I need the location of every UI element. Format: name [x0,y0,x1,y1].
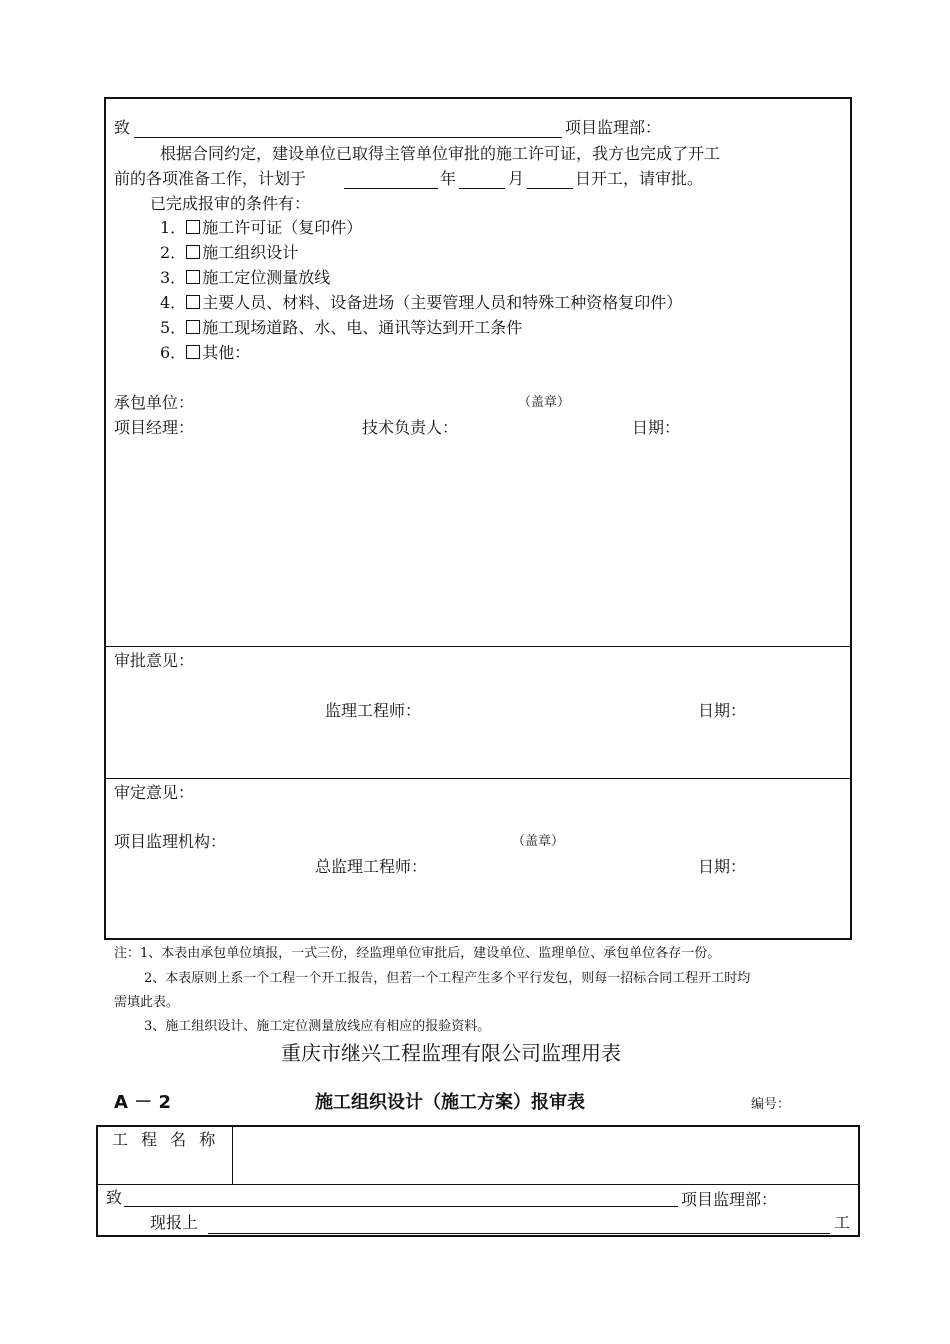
condition-text: 施工许可证（复印件） [202,218,363,237]
form1-to-underline[interactable] [134,137,562,138]
form2-name-divider [232,1126,233,1184]
form1-to-suffix: 项目监理部： [565,118,662,137]
form2-to-suffix: 项目监理部： [681,1190,778,1209]
form2-line2-underline[interactable] [208,1233,830,1234]
seal-label: （盖章） [518,395,571,410]
condition-item[interactable] [160,320,522,336]
condition-number: 3． [160,268,187,287]
form1-month-label: 月 [508,169,525,188]
note-2-continued: 需填此表。 [114,995,180,1010]
condition-item[interactable] [160,295,682,311]
checkbox-icon[interactable] [186,270,200,284]
seal-label: （盖章） [512,834,565,849]
condition-text: 施工组织设计 [202,243,299,262]
form2-to-prefix: 致 [106,1188,123,1207]
form1-year-underline[interactable] [344,188,438,189]
form2-number-label: 编号： [751,1097,791,1112]
date-label: 日期： [632,418,681,437]
condition-text: 其他： [202,343,251,362]
form1-day-underline[interactable] [527,188,573,189]
note-2: 2、本表原则上系一个工程一个开工报告，但若一个工程产生多个平行发包，则每一招标合同工程开工时均 [144,971,751,986]
condition-text: 施工现场道路、水、电、通讯等达到开工条件 [202,318,523,337]
condition-text: 主要人员、材料、设备进场（主要管理人员和特殊工种资格复印件） [202,293,683,312]
checkbox-icon[interactable] [186,295,200,309]
form2-row-divider [96,1184,860,1185]
supervision-agency-label: 项目监理机构： [114,832,227,851]
condition-item[interactable] [160,345,250,361]
form1-month-underline[interactable] [459,188,505,189]
condition-item[interactable] [160,270,330,286]
checkbox-icon[interactable] [186,220,200,234]
form1-body-line1: 根据合同约定，建设单位已取得主管单位审批的施工许可证，我方也完成了开工 [160,144,721,163]
condition-item[interactable] [160,220,362,236]
form1-body-line2-prefix: 前的各项准备工作，计划于 [114,169,307,188]
condition-number: 5． [160,318,187,337]
form1-conditions-heading: 已完成报审的条件有： [150,194,311,213]
condition-number: 6． [160,343,187,362]
form2-line2-prefix: 现报上 [150,1213,199,1232]
project-name-label: 工 程 名 称 [112,1130,220,1149]
condition-item[interactable] [160,245,298,261]
approval-date-label: 日期： [698,701,747,720]
form2-title: 施工组织设计（施工方案）报审表 [315,1092,585,1113]
company-heading: 重庆市继兴工程监理有限公司监理用表 [281,1041,621,1065]
form2-line2-suffix: 工 [834,1213,851,1232]
tech-lead-label: 技术负责人： [362,418,459,437]
project-manager-label: 项目经理： [114,418,195,437]
final-review-label: 审定意见： [114,783,195,802]
note-1: 注：1、本表由承包单位填报，一式三份，经监理单位审批后，建设单位、监理单位、承包单位各存一份。 [114,946,721,961]
checkbox-icon[interactable] [186,345,200,359]
form1-day-label: 日开工，请审批。 [575,169,704,188]
form1-divider-approval [104,646,852,647]
checkbox-icon[interactable] [186,320,200,334]
condition-number: 1． [160,218,187,237]
condition-text: 施工定位测量放线 [202,268,331,287]
checkbox-icon[interactable] [186,245,200,259]
form2-to-underline[interactable] [124,1206,678,1207]
contractor-label: 承包单位： [114,393,195,412]
supervisor-label: 监理工程师： [325,701,422,720]
note-3: 3、施工组织设计、施工定位测量放线应有相应的报验资料。 [144,1019,491,1034]
condition-number: 4． [160,293,187,312]
condition-number: 2． [160,243,187,262]
final-date-label: 日期： [698,857,747,876]
form2-code: A － 2 [114,1092,171,1113]
approval-label: 审批意见： [114,651,195,670]
project-name-field[interactable] [234,1127,858,1183]
form2-bottom-border [96,1235,860,1237]
form1-to-prefix: 致 [114,118,131,137]
form1-year-label: 年 [440,169,457,188]
form1-divider-final [104,778,852,779]
chief-supervisor-label: 总监理工程师： [315,857,428,876]
